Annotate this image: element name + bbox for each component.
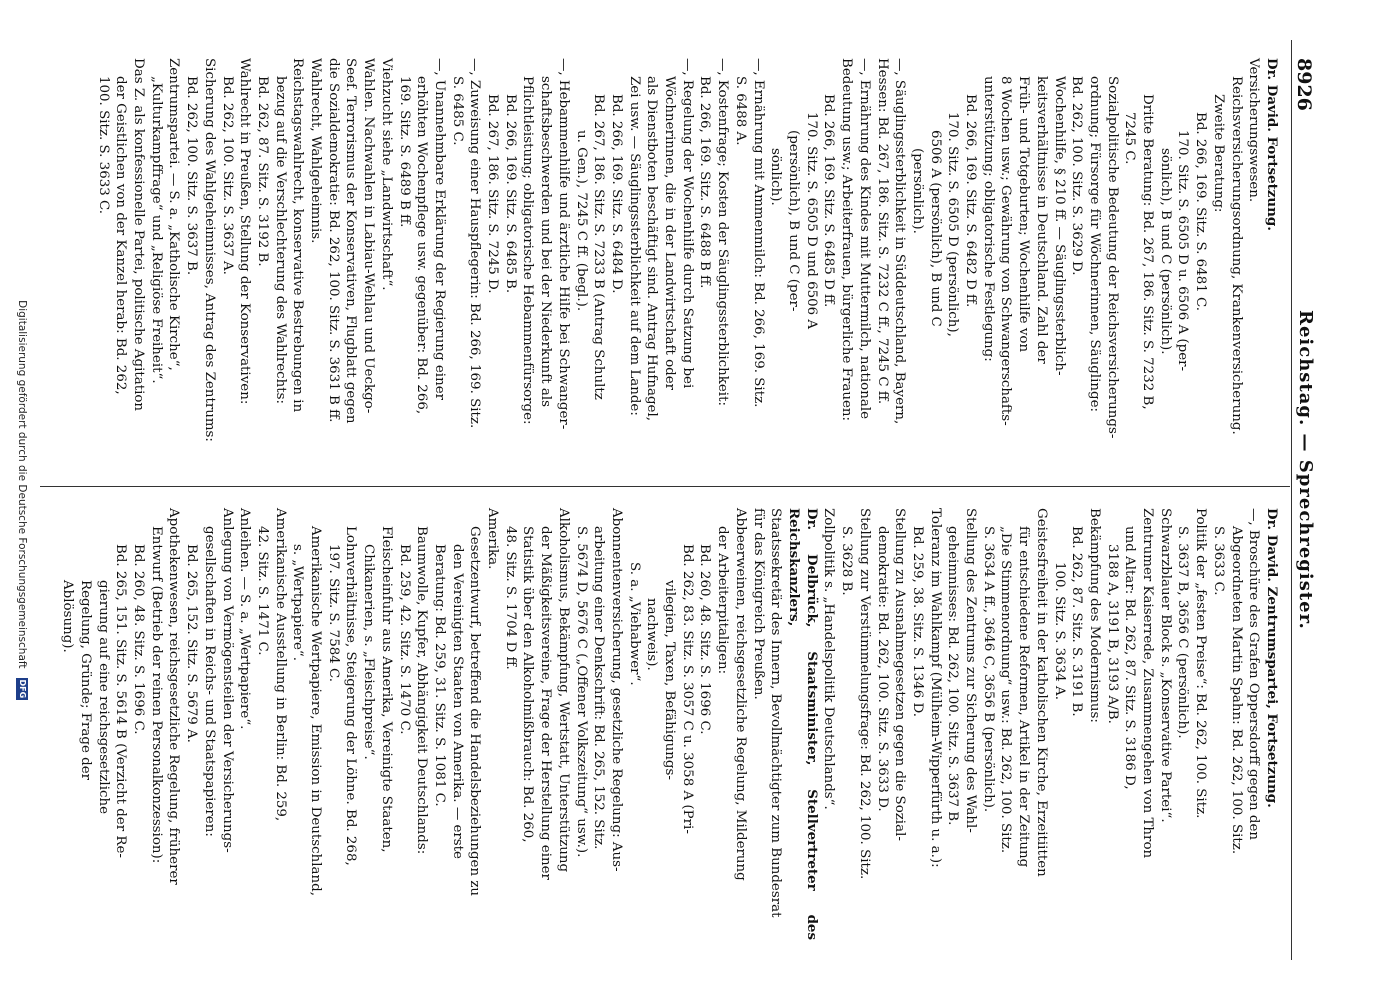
- index-entry: Zollpolitik s. „Handelspolitik Deutschlands“.: [821, 508, 837, 810]
- index-entry: Stellung zu Ausnahmegesetzen gegen die Sozial-: [892, 508, 908, 841]
- index-entry: Stellung zur Verstümmelungsfrage: Bd. 262, 100. Sitz.: [856, 508, 872, 880]
- index-entry: Bd. 262, 87. Sitz. S. 3192 B.: [254, 76, 270, 267]
- index-entry: 6506 A (persönlich), B und C: [927, 130, 943, 327]
- index-entry: demokratie: Bd. 262, 100. Sitz. S. 3633 D.: [874, 526, 890, 812]
- index-entry: —, Regelung der Wochenhilfe durch Satzung bei: [679, 58, 695, 389]
- index-entry: Wochenhilfe, § 210 ff. — Säuglingssterblich-: [1051, 76, 1067, 376]
- index-entry: 170. Sitz. S. 6505 D (persönlich),: [945, 112, 961, 337]
- index-entry: —, Säuglingssterblichkeit in Süddeutschland, Bayern,: [892, 58, 908, 425]
- index-entry: als Dienstboten beschäftigt sind. Antrag Hufnagel,: [644, 76, 660, 421]
- index-entry: Zentrumspartei. — S. a. „Katholische Kirche“,: [166, 58, 182, 371]
- digitization-footer: [12, 0, 30, 1000]
- index-entry: —, Zuweisung einer Hauspflegerin: Bd. 266, 169. Sitz.: [467, 58, 483, 429]
- index-entry: Dr. David. Fortsetzung.: [1264, 58, 1280, 231]
- index-entry: Hessen: Bd. 267, 186. Sitz. S. 7232 C ff., 7245 C ff.: [874, 58, 890, 405]
- index-entry: Bd. 260, 48. Sitz. S. 1696 C.: [697, 544, 713, 735]
- index-entry: Das Z. als konfessionelle Partei, politische Agitation: [131, 58, 146, 412]
- index-entry: Bd. 267, 186. Sitz. S. 7245 D.: [485, 94, 501, 294]
- index-entry: Chikanerien, s. „Fleischpreise“.: [361, 544, 377, 760]
- index-entry: Bedeutung usw.; Arbeiterfrauen, bürgerliche Frauen:: [839, 58, 855, 422]
- index-entry: Schwarzblauer Block s. „Konservative Partei“.: [1157, 508, 1173, 823]
- index-entry: Bd. 266, 169. Sitz. S. 6484 D.: [608, 94, 624, 294]
- index-entry: Sicherung des Wahlgeheimnisses, Antrag des Zentrums:: [201, 58, 217, 442]
- index-entry: Anleihen. — S. a. „Wertpapiere“.: [237, 508, 253, 730]
- index-entry: —, Ernährung des Kindes mit Muttermilch, nationale: [856, 58, 872, 420]
- index-entry: Bd. 262, 100. Sitz. S. 3637 B.: [184, 76, 200, 276]
- index-entry: S. 5674 D, 5676 C („Offener Volkszeitung“ usw.).: [573, 526, 589, 858]
- index-entry: Abonnentenversicherung, gesetzliche Regelung: Aus-: [608, 508, 624, 872]
- index-entry: Bd. 266, 169. Sitz. S. 6481 C.: [1193, 112, 1209, 312]
- index-entry: Bd. 262, 100. Sitz. S. 3637 A.: [219, 76, 235, 275]
- index-entry: Viehzucht siehe „Landwirtschaft“.: [378, 58, 394, 291]
- index-entry: Amerikanische Wertpapiere, Emission in Deutschland,: [308, 526, 324, 896]
- index-entry: S. 3633 C.: [1210, 526, 1226, 596]
- index-entry: Stellung des Zentrums zur Sicherung des Wahl-: [963, 508, 979, 833]
- index-entry: erhöhten Wochenpflege usw. gegenüber: Bd. 266,: [414, 76, 430, 415]
- index-entry: Geistesfreiheit in der katholischen Kirche, Erzeitiitten: [1033, 508, 1049, 877]
- page-number: 8926: [1293, 58, 1315, 111]
- index-entry: 100. Sitz. S. 3634 A.: [1051, 562, 1067, 700]
- index-entry: und Altar: Bd. 262, 87. Sitz. S. 3186 D,: [1122, 526, 1138, 790]
- index-entry: Bd. 265, 151. Sitz. S. 5614 B (Verzicht der Re-: [113, 544, 129, 858]
- index-entry: S. 3637 B, 3656 C (persönlich).: [1175, 526, 1191, 739]
- index-entry: Seef. Terrorismus der Konservativen, Flugblatt gegen: [343, 58, 359, 424]
- index-entry: Amerikanische Ausstellung in Berlin: Bd. 259,: [272, 508, 288, 822]
- page-header: [1288, 0, 1318, 1000]
- index-entry: Bd. 259, 38. Sitz. S. 1346 D.: [909, 526, 925, 718]
- index-entry: sönlich), B und C (persönlich).: [1157, 148, 1173, 355]
- index-entry: S. 3634 A ff., 3646 C, 3656 B (persönlich).: [980, 526, 996, 813]
- index-entry: 170. Sitz. S. 6505 D und 6506 A: [803, 112, 819, 330]
- index-entry: Bd. 260, 48. Sitz. S. 1696 C.: [131, 544, 146, 735]
- index-entry: ordnung; Fürsorge für Wöchnerinnen, Säuglinge:: [1086, 76, 1102, 413]
- index-entry: geheimnisses: Bd. 262, 100. Sitz. S. 3637 B.: [945, 526, 961, 826]
- index-entry: 3188 A, 3191 B, 3193 A/B.: [1104, 544, 1120, 724]
- index-entry: —, Kostenfrage; Kosten der Säuglingssterblichkeit:: [715, 58, 731, 406]
- index-entry: Dr. David. Zentrumspartei, Fortsetzung.: [1264, 508, 1280, 808]
- index-entry: nachweis).: [644, 598, 660, 671]
- index-entry: Fleischeinfuhr aus Amerika, Vereinigte Staaten,: [378, 526, 394, 853]
- index-entry: Baumwolle, Kupfer, Abhängigkeit Deutschlands:: [414, 526, 430, 855]
- index-entry: (persönlich), B und C (per-: [786, 130, 802, 312]
- index-entry: Bd. 266, 169. Sitz. S. 6482 D ff.: [963, 94, 979, 308]
- index-entry: Bd. 266, 169. Sitz. S. 6488 B ff.: [697, 76, 713, 289]
- index-entry: Bekämpfung des Modernismus:: [1086, 508, 1102, 723]
- index-entry: Bd. 262, 100. Sitz. S. 3629 D.: [1069, 76, 1085, 276]
- index-entry: Anlegung von Vermögensteilen der Versicherungs-: [219, 508, 235, 853]
- index-entry: 7245 C.: [1122, 112, 1138, 165]
- index-entry: der Arbeiterpitaligen:: [715, 526, 731, 675]
- index-entry: Bd. 259, 42. Sitz. S. 1470 C.: [396, 544, 412, 735]
- index-entry: Entwurf (Betrieb der reinen Personalkonzession):: [148, 526, 164, 864]
- index-entry: Alkoholismus, Bekämpfung, Wertstatt, Unterstützung: [555, 508, 571, 873]
- index-entry: sönlich).: [768, 148, 784, 206]
- index-entry: gierung auf eine reichsgesetzliche: [95, 580, 111, 815]
- index-entry: Lohnverhältnisse, Steigerung der Löhne. Bd. 268,: [343, 526, 359, 866]
- index-entry: Bd. 266, 169. Sitz. S. 6485 B.: [502, 94, 518, 294]
- index-entry: Bd. 262, 83. Sitz. S. 3057 C u. 3058 A (Pri-: [679, 544, 695, 834]
- index-entry: gesellschaften in Reichs- und Staatspapieren:: [201, 526, 217, 837]
- index-entry: bezug auf die Verschlechterung des Wahlrechts:: [272, 76, 288, 405]
- left-column: [94, 58, 1280, 490]
- index-entry: S. 3628 B.: [839, 526, 855, 596]
- index-entry: Reichsversicherungsordnung, Krankenversicherung.: [1228, 76, 1244, 435]
- index-entry: 197. Sitz. S. 7584 C.: [325, 544, 341, 683]
- index-entry: —, Hebammenhilfe und ärztliche Hilfe bei Schwanger-: [555, 58, 571, 430]
- index-entry: Sozialpolitische Bedeutung der Reichsversicherungs-: [1104, 76, 1120, 439]
- index-entry: vilegien, Taxen, Befähigungs-: [662, 580, 678, 780]
- index-entry: Bd. 262, 87. Sitz. S. 3191 B.: [1069, 526, 1085, 717]
- index-entry: Dr. Delbrück, Staatsminister, Stellvertreter des Reichskanzlers,: [786, 508, 820, 940]
- index-entry: Bd. 265, 152. Sitz. S. 5679 A.: [184, 544, 200, 743]
- index-entry: 42. Sitz. S. 1471 C.: [254, 526, 270, 656]
- index-entry: —, Ernährung mit Ammenmilch: Bd. 266, 169. Sitz.: [750, 58, 766, 408]
- index-entry: Politik der „festen Preise“: Bd. 262, 100. Sitz.: [1193, 508, 1209, 819]
- index-entry: „Kulturkampffrage“ und „Religiöse Freiheit“.: [148, 76, 164, 384]
- index-entry: 48. Sitz. S. 1704 D ff.: [502, 526, 518, 670]
- index-entry: 169. Sitz. S. 6489 B ff.: [396, 76, 412, 228]
- index-entry: Wöchnerinnen, die in der Landwirtschaft oder: [662, 76, 678, 391]
- index-entry: Dritte Beratung: Bd. 267, 186. Sitz. S. 7232 B,: [1140, 94, 1156, 410]
- index-entry: „Die Stimmenordnung“ usw.: Bd. 262, 100. Sitz.: [998, 526, 1014, 854]
- index-entry: Zweite Beratung:: [1210, 94, 1226, 213]
- index-entry: den Vereinigten Staaten von Amerika. — erste: [449, 544, 465, 859]
- index-entry: Wahlrecht, Wahlgeheimnis.: [308, 58, 324, 244]
- index-entry: arbeitung einer Denkschrift: Bd. 265, 152. Sitz.: [591, 526, 607, 850]
- index-entry: für entschiedene Reformen, Artikel in der Zeitung: [1016, 526, 1032, 868]
- index-entry: 100. Sitz. S. 3633 C.: [95, 76, 111, 215]
- index-entry: Beratung: Bd. 259, 31. Sitz. S. 1081 C.: [431, 544, 447, 807]
- right-column: [58, 508, 1280, 940]
- index-entry: Pflichtleistung; obligatorische Hebammenfürsorge:: [520, 76, 536, 425]
- index-entry: s. „Wertpapiere“.: [290, 544, 306, 661]
- index-entry: schaftsbeschwerden und bei der Niederkunft als: [538, 76, 554, 408]
- index-entry: —, Unannehmbare Erklärung der Regierung einer: [431, 58, 447, 401]
- index-entry: —, Broschüre des Grafen Oppersdorff gegen den: [1246, 508, 1262, 840]
- index-entry: S. 6488 A.: [732, 76, 748, 146]
- index-entry: Zentrumer Kaiserrede, Zusammengehen von Thron: [1140, 508, 1156, 859]
- index-entry: (persönlich).: [909, 148, 925, 234]
- index-entry: für das Königreich Preußen.: [750, 508, 766, 700]
- index-entry: die Sozialdemokratie: Bd. 262, 100. Sitz. S. 3631 B ff.: [325, 58, 341, 423]
- footer-text: Digitalisierung gefördert durch die Deutsche Forschungsgemeinschaft: [16, 300, 28, 669]
- index-entry: Staatssekretär des Innern, Bevollmächtigter zum Bundesrat: [768, 508, 784, 918]
- running-head: Reichstag. — Sprechregister.: [1295, 310, 1316, 630]
- index-entry: Regelung, Gründe; Frage der: [77, 580, 93, 781]
- index-entry: Reichstagswahlrecht, konservative Bestrebungen in: [290, 58, 306, 413]
- index-entry: Amerika.: [485, 508, 501, 570]
- dfg-logo: DFG: [18, 679, 27, 699]
- index-entry: Bd. 266, 169. Sitz. S. 6485 D ff.: [821, 94, 837, 308]
- index-entry: Wahlrecht in Preußen, Stellung der Konservativen:: [237, 58, 253, 405]
- index-entry: S. 6485 C.: [449, 76, 465, 146]
- index-entry: 8 Wochen usw.; Gewährung von Schwangerschafts-: [998, 76, 1014, 426]
- index-entry: Toleranz im Wahlkampf (Mülheim-Wipperfürth u. a.):: [927, 508, 943, 868]
- index-entry: der Geistlichen von der Kanzel herab: Bd. 262,: [113, 76, 129, 395]
- index-entry: S. a. „Viehabwer“.: [626, 562, 642, 686]
- index-entry: Zei usw. — Säuglingssterblichkeit auf dem Lande:: [626, 76, 642, 416]
- index-entry: Apothekenwesen, reichsgesetzliche Regelung, früherer: [166, 508, 182, 885]
- index-entry: keitsverhältnisse in Deutschland. Zahl der: [1033, 76, 1049, 364]
- index-entry: der Mäßigkeitsvereine, Frage der Herstellung einer: [538, 526, 554, 880]
- index-entry: Ablösung).: [60, 580, 76, 653]
- index-entry: u. Gen.), 7245 C ff. (begl.).: [573, 130, 589, 312]
- index-entry: Bd. 267, 186. Sitz. S. 7233 B (Antrag Schultz: [591, 94, 607, 400]
- index-entry: Versicherungswesen.: [1246, 58, 1262, 203]
- index-entry: 170. Sitz. S. 6505 D u. 6506 A (per-: [1175, 130, 1191, 372]
- index-entry: Abgeordneten Martin Spahn: Bd. 262, 100. Sitz.: [1228, 526, 1244, 855]
- header-rule: [1291, 40, 1292, 960]
- index-entry: Statistik über den Alkoholmißbrauch: Bd. 260,: [520, 526, 536, 843]
- index-entry: unterstützung; obligatorische Festlegung:: [980, 76, 996, 362]
- index-entry: Früh- und Totgeburten; Wochenhilfe von: [1016, 76, 1032, 353]
- index-entry: Gesetzentwurf, betreffend die Handelsbeziehungen zu: [467, 526, 483, 897]
- index-entry: Abbeerweinen, reichsgesetzliche Regelung, Milderung: [732, 508, 748, 881]
- index-entry: Wahlen. Nachwahlen in Labiau-Wehlau und Ueckgo-: [361, 58, 377, 414]
